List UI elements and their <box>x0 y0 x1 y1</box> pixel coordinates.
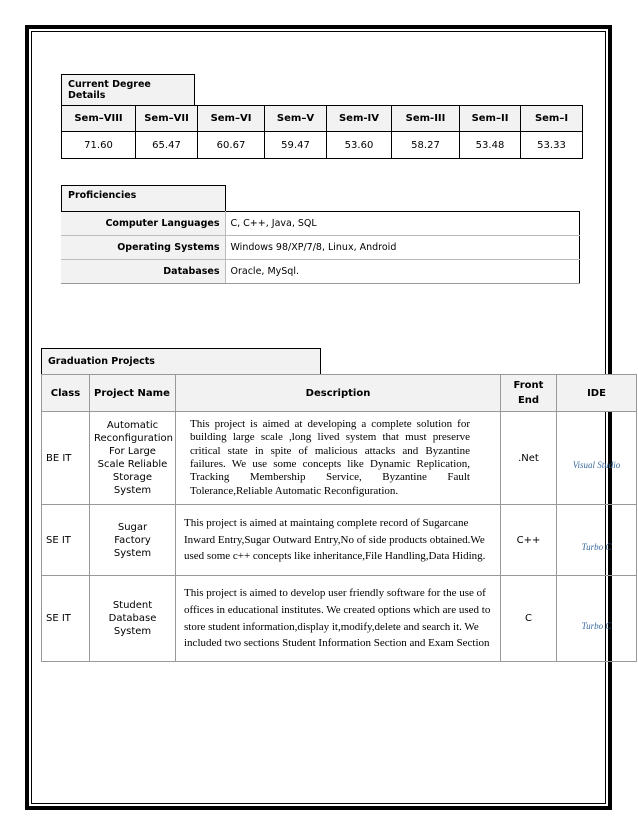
project-front-end: C <box>501 576 557 662</box>
degree-header-cell: Sem–VIII <box>62 106 136 132</box>
degree-value-cell: 59.47 <box>265 132 327 159</box>
proficiencies-section-title: Proficiencies <box>61 185 226 212</box>
degree-table <box>61 105 583 159</box>
degree-value-cell: 53.48 <box>460 132 521 159</box>
header-front-end: Front End <box>501 375 557 412</box>
degree-header-cell: Sem-III <box>392 106 460 132</box>
project-description: This project is aimed to develop user friendly software for the use of offices in educational institutes. We created options which are used to store student information,display it,modify,delete and search it. We included two sections Student Information Section and Exam Section <box>176 576 501 662</box>
project-ide: Turbo C <box>557 505 637 576</box>
degree-value-cell: 65.47 <box>136 132 198 159</box>
project-front-end: C++ <box>501 505 557 576</box>
proficiency-label: Operating Systems <box>61 236 225 260</box>
degree-header-cell: Sem–VII <box>136 106 198 132</box>
proficiencies-table <box>61 211 580 284</box>
project-ide: Visual Studio <box>557 412 637 505</box>
degree-section-title: Current Degree Details <box>61 74 195 106</box>
projects-table <box>41 374 637 662</box>
degree-header-cell: Sem–II <box>460 106 521 132</box>
project-name: Sugar Factory System <box>90 505 176 576</box>
project-row <box>42 505 637 576</box>
project-description: This project is aimed at maintaing complete record of Sugarcane Inward Entry,Sugar Outward Entry,No of side products obtained.We used some c++ concepts like inheritance,File Handling,Data Hiding. <box>176 505 501 576</box>
project-name: Student Database System <box>90 576 176 662</box>
project-front-end: .Net <box>501 412 557 505</box>
projects-header-row <box>42 375 637 412</box>
degree-header-cell: Sem-IV <box>327 106 392 132</box>
degree-value-cell: 71.60 <box>62 132 136 159</box>
project-row <box>42 412 637 505</box>
header-project-name: Project Name <box>90 375 176 412</box>
degree-value-cell: 58.27 <box>392 132 460 159</box>
project-row <box>42 576 637 662</box>
proficiency-value: Windows 98/XP/7/8, Linux, Android <box>225 236 579 260</box>
degree-header-cell: Sem–V <box>265 106 327 132</box>
project-ide: Turbo C <box>557 576 637 662</box>
degree-header-cell: Sem–I <box>521 106 583 132</box>
degree-value-cell: 60.67 <box>198 132 265 159</box>
project-name: Automatic Reconfiguration For Large Scale Reliable Storage System <box>90 412 176 505</box>
proficiency-row <box>61 212 579 236</box>
header-description: Description <box>176 375 501 412</box>
project-class: SE IT <box>42 505 90 576</box>
projects-section-title: Graduation Projects <box>41 348 321 375</box>
proficiency-row <box>61 260 579 284</box>
project-description: This project is aimed at developing a complete solution for building large scale ,long lived system that must preserve critical state in spite of malicious attacks and Byzantine failures. We use some concepts like Dynamic Replication, Tracking Membership Service, Byzantine Fault Tolerance,Reliable Automatic Reconfiguration. <box>176 412 501 505</box>
proficiency-value: C, C++, Java, SQL <box>225 212 579 236</box>
proficiency-label: Computer Languages <box>61 212 225 236</box>
proficiency-label: Databases <box>61 260 225 284</box>
degree-value-row <box>62 132 583 159</box>
project-class: SE IT <box>42 576 90 662</box>
degree-value-cell: 53.33 <box>521 132 583 159</box>
header-class: Class <box>42 375 90 412</box>
degree-value-cell: 53.60 <box>327 132 392 159</box>
project-class: BE IT <box>42 412 90 505</box>
header-ide: IDE <box>557 375 637 412</box>
proficiency-value: Oracle, MySql. <box>225 260 579 284</box>
degree-header-cell: Sem–VI <box>198 106 265 132</box>
degree-header-row <box>62 106 583 132</box>
proficiency-row <box>61 236 579 260</box>
